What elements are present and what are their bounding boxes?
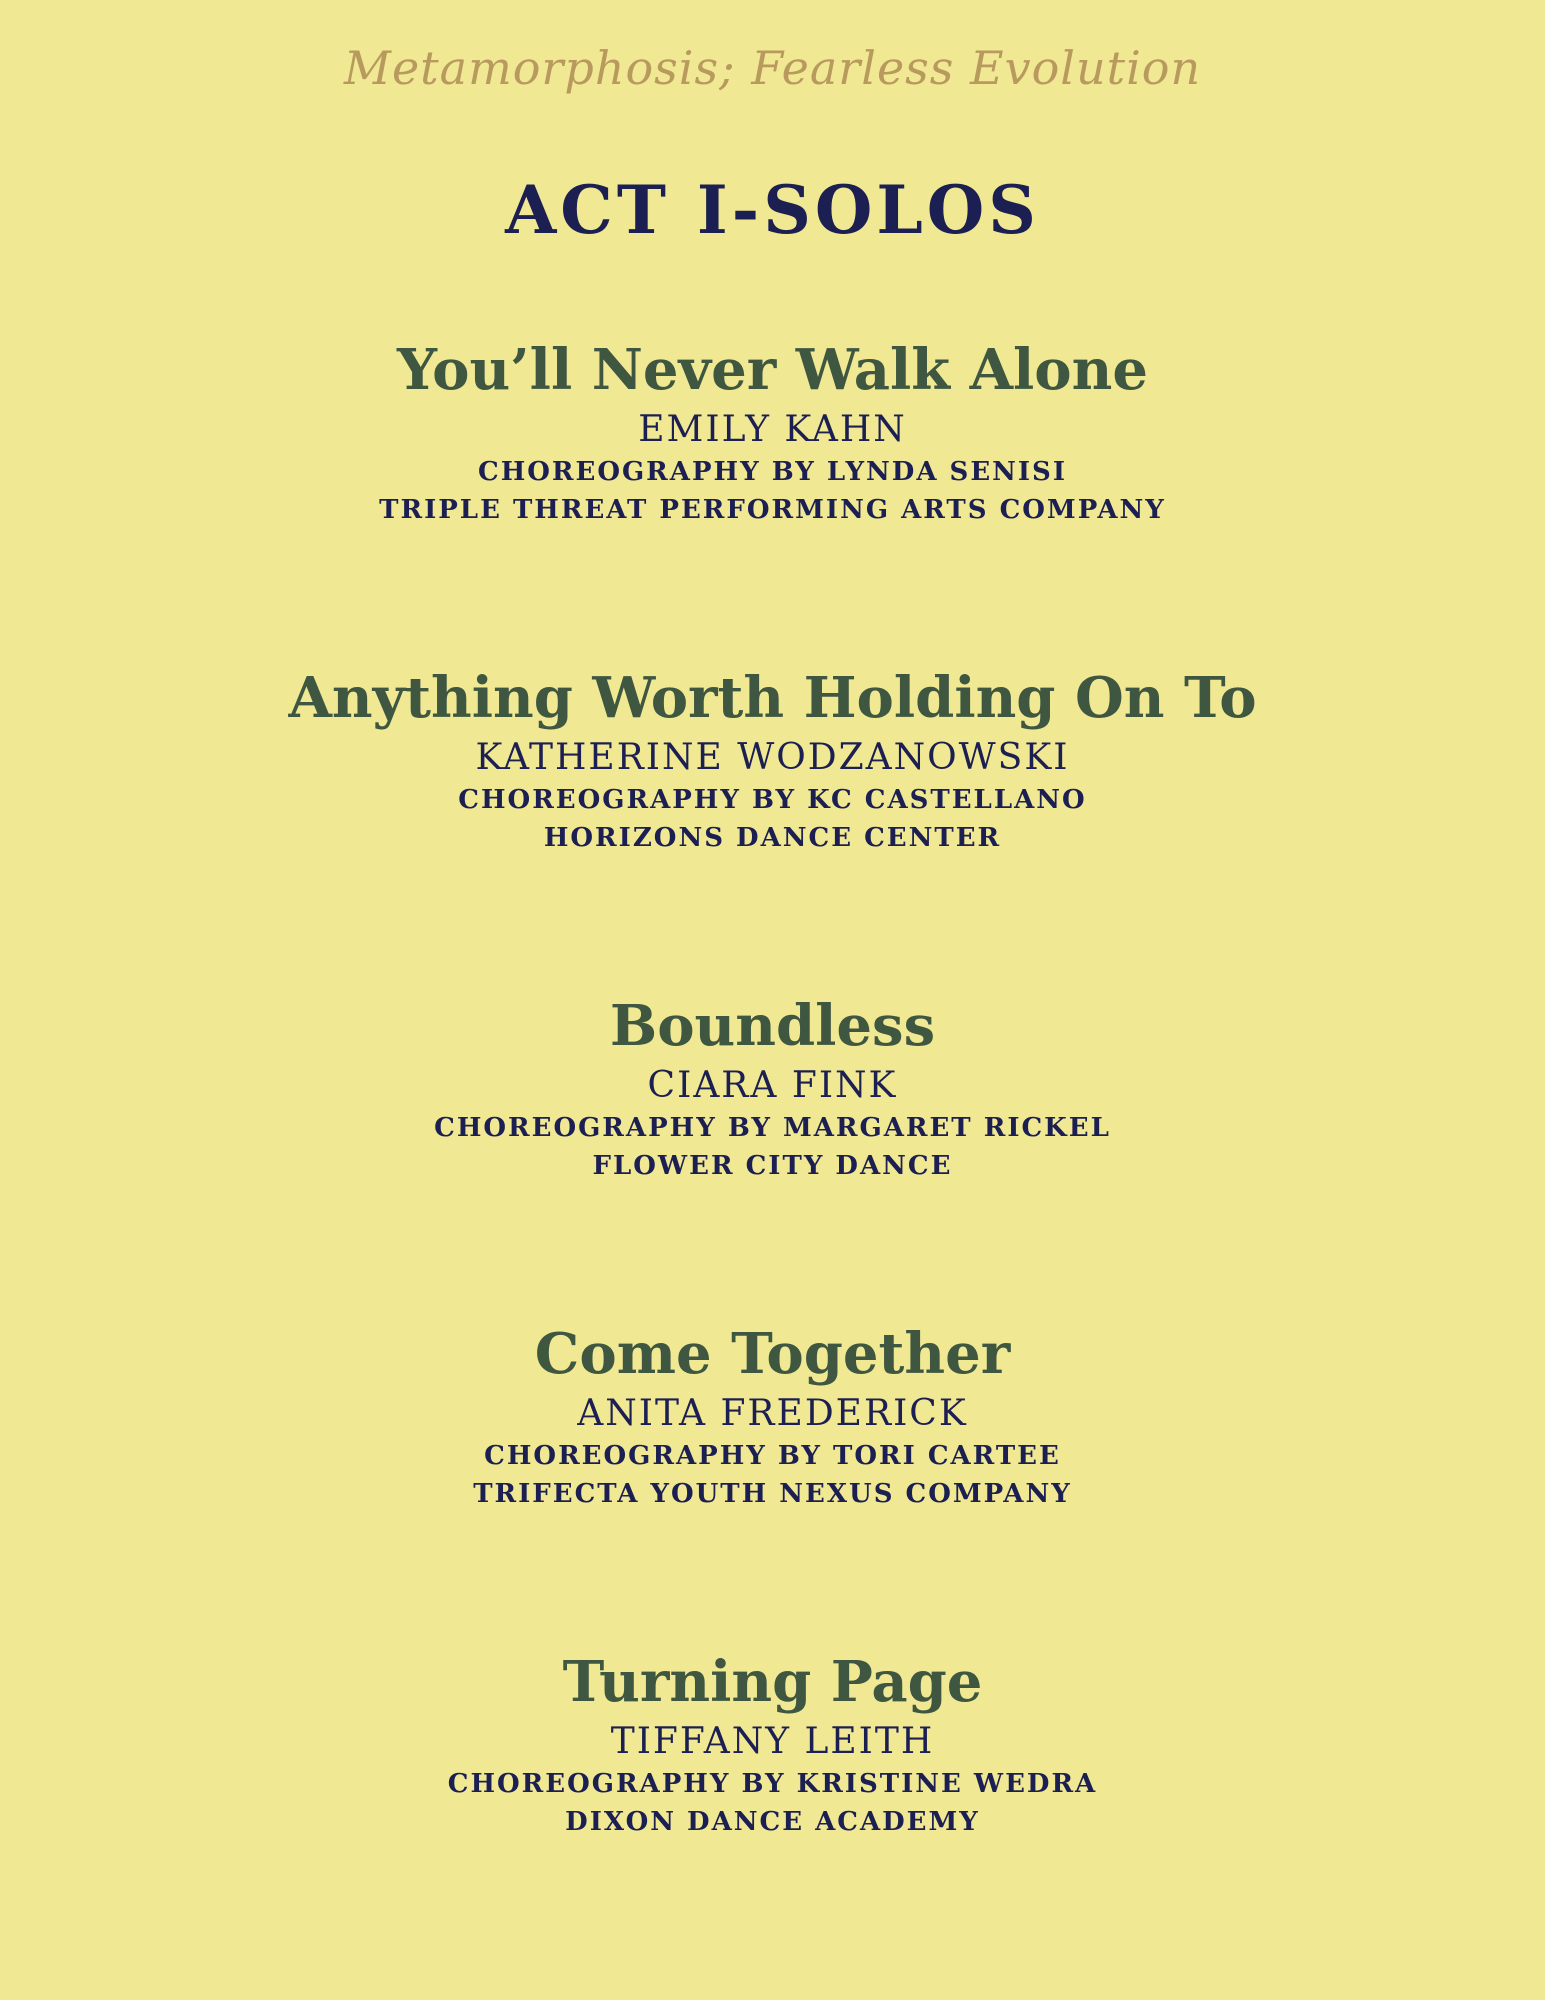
- choreographer-credit: CHOREOGRAPHY BY KRISTINE WEDRA: [447, 1769, 1098, 1799]
- piece-title: Anything Worth Holding On To: [288, 665, 1257, 731]
- piece-entry: [0, 1647, 1545, 1841]
- studio-name: FLOWER CITY DANCE: [592, 1151, 953, 1181]
- choreographer-credit: CHOREOGRAPHY BY MARGARET RICKEL: [434, 1113, 1111, 1143]
- piece-entry: [0, 663, 1545, 857]
- dancer-name: TIFFANY LEITH: [610, 1721, 935, 1762]
- piece-entry: [0, 991, 1545, 1185]
- dancer-name: KATHERINE WODZANOWSKI: [475, 737, 1070, 778]
- piece-title: Boundless: [609, 993, 936, 1059]
- piece-title: Turning Page: [562, 1649, 983, 1715]
- act-title: ACT I-SOLOS: [505, 171, 1040, 249]
- studio-name: TRIFECTA YOUTH NEXUS COMPANY: [473, 1479, 1072, 1509]
- dancer-name: CIARA FINK: [647, 1065, 898, 1106]
- piece-title: Come Together: [534, 1321, 1011, 1387]
- choreographer-credit: CHOREOGRAPHY BY LYNDA SENISI: [478, 457, 1067, 487]
- dancer-name: ANITA FREDERICK: [577, 1393, 968, 1434]
- studio-name: TRIPLE THREAT PERFORMING ARTS COMPANY: [379, 495, 1166, 525]
- studio-name: DIXON DANCE ACADEMY: [565, 1807, 980, 1837]
- choreographer-credit: CHOREOGRAPHY BY KC CASTELLANO: [458, 785, 1087, 815]
- choreographer-credit: CHOREOGRAPHY BY TORI CARTEE: [484, 1441, 1061, 1471]
- studio-name: HORIZONS DANCE CENTER: [543, 823, 1002, 853]
- piece-entry: [0, 1319, 1545, 1513]
- piece-entry: [0, 335, 1545, 529]
- piece-title: You’ll Never Walk Alone: [397, 337, 1148, 403]
- program-script-title: Metamorphosis; Fearless Evolution: [343, 41, 1202, 95]
- dancer-name: EMILY KAHN: [638, 409, 907, 450]
